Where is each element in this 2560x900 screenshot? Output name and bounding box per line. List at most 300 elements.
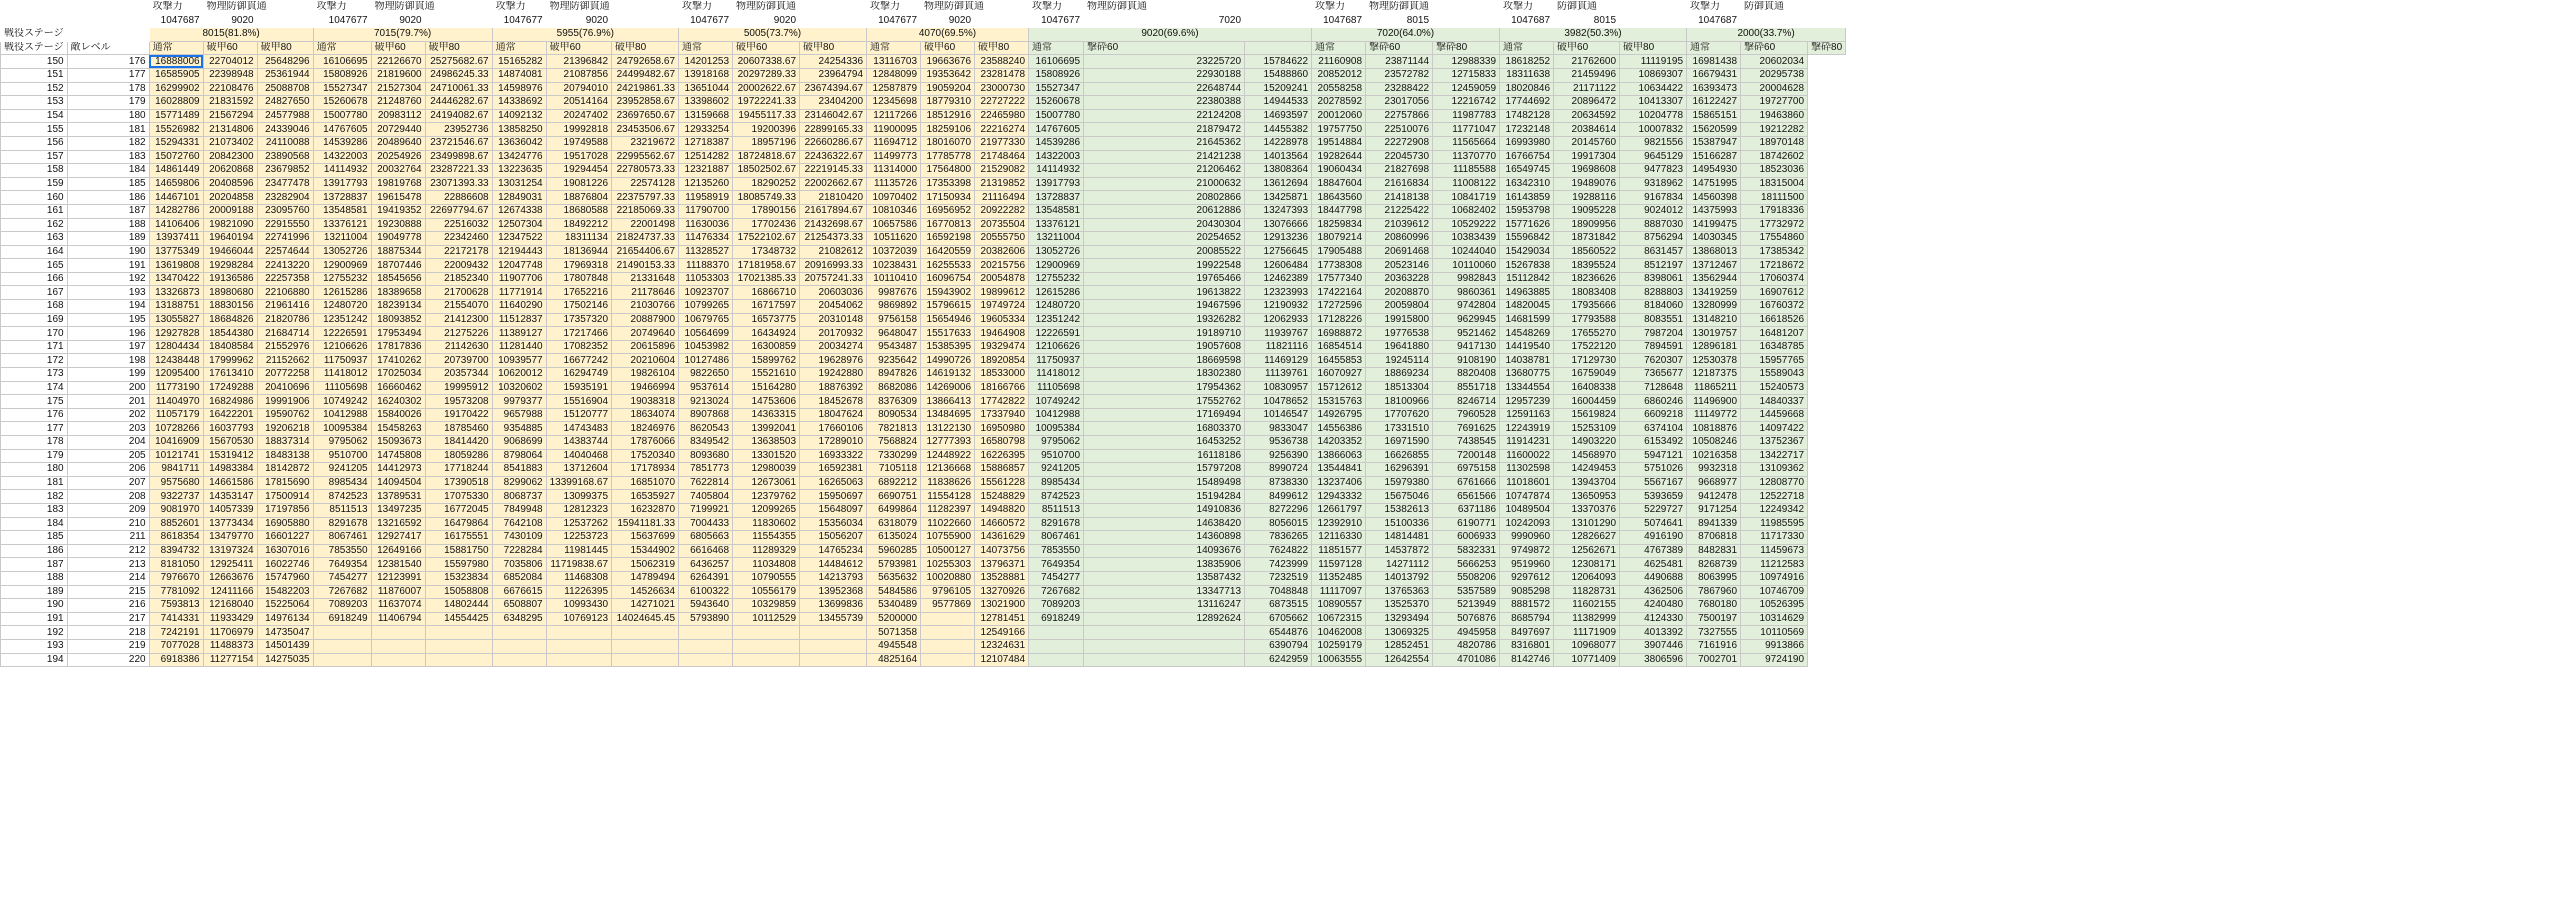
damage-cell[interactable]: 10216358 [1687, 449, 1741, 463]
col-header-armor60[interactable]: 破甲60 [203, 41, 257, 55]
damage-cell[interactable]: 15194284 [1084, 490, 1245, 504]
damage-cell[interactable]: 24827650 [257, 96, 313, 110]
damage-cell[interactable]: 11985595 [1741, 517, 1808, 531]
damage-cell[interactable]: 12448922 [921, 449, 975, 463]
damage-cell[interactable]: 16232870 [612, 503, 679, 517]
atk-value[interactable]: 1047677 [313, 14, 371, 28]
damage-cell[interactable]: 21490153.33 [612, 259, 679, 273]
damage-cell[interactable]: 5635632 [867, 571, 921, 585]
damage-cell[interactable]: 14412973 [371, 463, 425, 477]
damage-cell[interactable]: 19663676 [921, 55, 975, 69]
damage-cell[interactable]: 12980039 [733, 463, 800, 477]
col-header-crit60[interactable]: 撃砕60 [1741, 41, 1808, 55]
damage-cell[interactable]: 13528881 [975, 571, 1029, 585]
damage-cell[interactable]: 23679852 [257, 164, 313, 178]
damage-cell[interactable]: 11057179 [149, 408, 203, 422]
damage-cell[interactable]: 11382999 [1554, 612, 1620, 626]
damage-cell[interactable]: 19821090 [203, 218, 257, 232]
damage-cell[interactable]: 17793588 [1554, 313, 1620, 327]
damage-cell[interactable]: 16106695 [1029, 55, 1084, 69]
damage-cell[interactable]: 21700628 [425, 286, 492, 300]
stage-cell[interactable]: 155 [1, 123, 68, 137]
damage-cell[interactable]: 23697650.67 [612, 109, 679, 123]
damage-cell[interactable]: 23000730 [975, 82, 1029, 96]
damage-cell[interactable]: 7128648 [1620, 381, 1687, 395]
damage-cell[interactable]: 11828731 [1554, 585, 1620, 599]
damage-cell[interactable]: 10372039 [867, 245, 921, 259]
damage-cell[interactable]: 20297289.33 [733, 68, 800, 82]
damage-cell[interactable]: 11876007 [371, 585, 425, 599]
damage-cell[interactable]: 13638503 [733, 436, 800, 450]
damage-cell[interactable]: 14040468 [546, 449, 611, 463]
damage-cell[interactable]: 15747960 [257, 571, 313, 585]
damage-cell[interactable]: 15979380 [1366, 476, 1433, 490]
damage-cell[interactable]: 24577988 [257, 109, 313, 123]
damage-cell[interactable]: 14745808 [371, 449, 425, 463]
damage-cell[interactable]: 12136668 [921, 463, 975, 477]
damage-cell[interactable]: 20215756 [975, 259, 1029, 273]
damage-cell[interactable]: 18560522 [1554, 245, 1620, 259]
damage-cell[interactable]: 18389658 [371, 286, 425, 300]
damage-cell[interactable]: 8512197 [1620, 259, 1687, 273]
damage-cell[interactable]: 17744692 [1500, 96, 1554, 110]
damage-cell[interactable]: 11282397 [921, 503, 975, 517]
damage-cell[interactable]: 22124208 [1084, 109, 1245, 123]
empty-cell[interactable] [1, 14, 150, 28]
damage-cell[interactable]: 4625481 [1620, 558, 1687, 572]
damage-cell[interactable]: 12925411 [203, 558, 257, 572]
damage-cell[interactable]: 13376121 [1029, 218, 1084, 232]
damage-cell[interactable]: 13099375 [546, 490, 611, 504]
damage-cell[interactable]: 14681599 [1500, 313, 1554, 327]
damage-cell[interactable]: 11459673 [1741, 544, 1808, 558]
damage-cell[interactable]: 8068737 [492, 490, 546, 504]
damage-cell[interactable]: 13293494 [1366, 612, 1433, 626]
damage-cell[interactable]: 14802444 [425, 599, 492, 613]
damage-cell[interactable]: 4701086 [1433, 653, 1500, 667]
enemy-level-cell[interactable]: 188 [67, 218, 149, 232]
damage-cell[interactable]: 23146042.67 [800, 109, 867, 123]
damage-cell[interactable]: 10810346 [867, 204, 921, 218]
damage-cell[interactable]: 16772045 [425, 503, 492, 517]
damage-cell[interactable]: 9990960 [1500, 531, 1554, 545]
damage-cell[interactable]: 7267682 [313, 585, 371, 599]
damage-cell[interactable]: 15620599 [1687, 123, 1741, 137]
damage-cell[interactable]: 22216274 [975, 123, 1029, 137]
damage-cell[interactable]: 10007832 [1620, 123, 1687, 137]
damage-cell[interactable]: 18680588 [546, 204, 611, 218]
damage-cell[interactable]: 6508807 [492, 599, 546, 613]
damage-cell[interactable]: 7853550 [1029, 544, 1084, 558]
damage-cell[interactable]: 22045730 [1366, 150, 1433, 164]
damage-cell[interactable]: 12957239 [1500, 395, 1554, 409]
damage-cell[interactable]: 13422717 [1741, 449, 1808, 463]
damage-cell[interactable]: 15589043 [1741, 368, 1808, 382]
damage-cell[interactable]: 19922548 [1084, 259, 1245, 273]
enemy-level-cell[interactable]: 215 [67, 585, 149, 599]
damage-cell[interactable] [546, 653, 611, 667]
damage-cell[interactable]: 12064093 [1554, 571, 1620, 585]
damage-cell[interactable] [546, 639, 611, 653]
damage-cell[interactable]: 20310148 [800, 313, 867, 327]
damage-cell[interactable]: 15062319 [612, 558, 679, 572]
damage-cell[interactable]: 15881750 [425, 544, 492, 558]
damage-cell[interactable]: 14526634 [612, 585, 679, 599]
damage-cell[interactable]: 15865151 [1687, 109, 1741, 123]
damage-cell[interactable]: 14814481 [1366, 531, 1433, 545]
damage-cell[interactable]: 7242191 [149, 626, 203, 640]
damage-cell[interactable]: 7048848 [1245, 585, 1312, 599]
damage-cell[interactable]: 8067461 [1029, 531, 1084, 545]
damage-cell[interactable]: 13952368 [800, 585, 867, 599]
damage-cell[interactable]: 10244040 [1433, 245, 1500, 259]
damage-cell[interactable]: 24194082.67 [425, 109, 492, 123]
damage-cell[interactable]: 5357589 [1433, 585, 1500, 599]
damage-cell[interactable]: 12615286 [1029, 286, 1084, 300]
damage-cell[interactable]: 10508246 [1687, 436, 1741, 450]
stage-cell[interactable]: 170 [1, 327, 68, 341]
damage-cell[interactable]: 13122130 [921, 422, 975, 436]
damage-cell[interactable]: 21827698 [1366, 164, 1433, 178]
damage-cell[interactable]: 8093680 [679, 449, 733, 463]
damage-cell[interactable]: 14743483 [546, 422, 611, 436]
damage-cell[interactable] [371, 653, 425, 667]
damage-cell[interactable]: 14954930 [1687, 164, 1741, 178]
damage-cell[interactable]: 18837314 [257, 436, 313, 450]
damage-cell[interactable]: 16933322 [800, 449, 867, 463]
damage-cell[interactable]: 16408338 [1554, 381, 1620, 395]
damage-cell[interactable]: 15165282 [492, 55, 546, 69]
damage-cell[interactable]: 17422164 [1312, 286, 1366, 300]
damage-cell[interactable]: 8184060 [1620, 300, 1687, 314]
damage-cell[interactable]: 12615286 [313, 286, 371, 300]
damage-cell[interactable]: 23282904 [257, 191, 313, 205]
damage-cell[interactable]: 21418138 [1366, 191, 1433, 205]
damage-cell[interactable]: 13270926 [975, 585, 1029, 599]
damage-cell[interactable]: 18909956 [1554, 218, 1620, 232]
damage-cell[interactable]: 24792658.67 [612, 55, 679, 69]
damage-cell[interactable]: 9543487 [867, 340, 921, 354]
damage-cell[interactable]: 15797208 [1084, 463, 1245, 477]
damage-cell[interactable]: 22342460 [425, 232, 492, 246]
damage-cell[interactable]: 15093673 [371, 436, 425, 450]
damage-cell[interactable]: 13619808 [149, 259, 203, 273]
damage-cell[interactable]: 20085522 [1084, 245, 1245, 259]
damage-cell[interactable]: 23287221.33 [425, 164, 492, 178]
damage-cell[interactable]: 11139761 [1245, 368, 1312, 382]
damage-cell[interactable]: 6006933 [1433, 531, 1500, 545]
damage-cell[interactable]: 13858250 [492, 123, 546, 137]
damage-cell[interactable]: 10749242 [1029, 395, 1084, 409]
damage-cell[interactable]: 22899165.33 [800, 123, 867, 137]
atk-value[interactable]: 1047677 [1029, 14, 1084, 28]
damage-cell[interactable]: 12116330 [1312, 531, 1366, 545]
damage-cell[interactable]: 19282644 [1312, 150, 1366, 164]
enemy-level-cell[interactable]: 195 [67, 313, 149, 327]
damage-cell[interactable]: 13548581 [1029, 204, 1084, 218]
enemy-level-cell[interactable]: 202 [67, 408, 149, 422]
damage-cell[interactable]: 20735504 [975, 218, 1029, 232]
col-header-armor60[interactable]: 破甲60 [1554, 41, 1620, 55]
empty-cell[interactable] [257, 14, 313, 28]
stage-cell[interactable]: 153 [1, 96, 68, 110]
damage-cell[interactable]: 17918336 [1741, 204, 1808, 218]
damage-cell[interactable]: 19991906 [257, 395, 313, 409]
damage-cell[interactable]: 18779310 [921, 96, 975, 110]
damage-cell[interactable]: 17905488 [1312, 245, 1366, 259]
damage-cell[interactable]: 22413220 [257, 259, 313, 273]
damage-cell[interactable]: 18724818.67 [733, 150, 800, 164]
damage-cell[interactable]: 13917793 [1029, 177, 1084, 191]
enemy-level-cell[interactable]: 197 [67, 340, 149, 354]
damage-cell[interactable]: 19819768 [371, 177, 425, 191]
damage-cell[interactable]: 13055827 [149, 313, 203, 327]
damage-cell[interactable]: 12459059 [1433, 82, 1500, 96]
damage-cell[interactable]: 8268739 [1687, 558, 1741, 572]
damage-cell[interactable]: 11958919 [679, 191, 733, 205]
damage-cell[interactable]: 9724190 [1741, 653, 1808, 667]
stage-cell[interactable]: 179 [1, 449, 68, 463]
damage-cell[interactable]: 21567294 [203, 109, 257, 123]
damage-cell[interactable]: 14360898 [1084, 531, 1245, 545]
damage-cell[interactable]: 10259179 [1312, 639, 1366, 653]
damage-cell[interactable]: 17353398 [921, 177, 975, 191]
damage-cell[interactable]: 24110088 [257, 136, 313, 150]
col-header-crit80[interactable]: 撃砕80 [1808, 41, 1846, 55]
damage-cell[interactable]: 14073756 [975, 544, 1029, 558]
damage-cell[interactable]: 23071393.33 [425, 177, 492, 191]
damage-cell[interactable]: 22009432 [425, 259, 492, 273]
damage-cell[interactable]: 4945548 [867, 639, 921, 653]
damage-cell[interactable]: 20254652 [1084, 232, 1245, 246]
damage-cell[interactable]: 21748464 [975, 150, 1029, 164]
damage-cell[interactable]: 12943332 [1312, 490, 1366, 504]
damage-cell[interactable]: 11907706 [492, 272, 546, 286]
damage-cell[interactable]: 10769123 [546, 612, 611, 626]
damage-cell[interactable]: 9987676 [867, 286, 921, 300]
damage-cell[interactable]: 10453982 [679, 340, 733, 354]
damage-cell[interactable]: 11352485 [1312, 571, 1366, 585]
damage-cell[interactable]: 20852012 [1312, 68, 1366, 82]
damage-cell[interactable]: 4945958 [1433, 626, 1500, 640]
damage-cell[interactable]: 15648097 [800, 503, 867, 517]
enemy-level-cell[interactable]: 177 [67, 68, 149, 82]
damage-cell[interactable]: 20860996 [1366, 232, 1433, 246]
pct-value[interactable]: 7015(79.7%) [313, 28, 492, 42]
damage-cell[interactable] [679, 639, 733, 653]
damage-cell[interactable]: 20410696 [257, 381, 313, 395]
damage-cell[interactable]: 20896472 [1554, 96, 1620, 110]
damage-cell[interactable]: 23890568 [257, 150, 313, 164]
damage-cell[interactable]: 15253109 [1554, 422, 1620, 436]
damage-cell[interactable]: 9521462 [1433, 327, 1500, 341]
damage-cell[interactable]: 13101290 [1554, 517, 1620, 531]
damage-cell[interactable]: 17738308 [1312, 259, 1366, 273]
damage-cell[interactable]: 11117097 [1312, 585, 1366, 599]
damage-cell[interactable]: 12756645 [1245, 245, 1312, 259]
damage-cell[interactable]: 16866710 [733, 286, 800, 300]
damage-cell[interactable]: 14322003 [313, 150, 371, 164]
damage-cell[interactable]: 12808770 [1741, 476, 1808, 490]
damage-cell[interactable]: 15458263 [371, 422, 425, 436]
damage-cell[interactable]: 9537614 [679, 381, 733, 395]
stage-cell[interactable]: 171 [1, 340, 68, 354]
damage-cell[interactable]: 11226395 [546, 585, 611, 599]
damage-cell[interactable] [1029, 653, 1084, 667]
damage-cell[interactable]: 16455853 [1312, 354, 1366, 368]
damage-cell[interactable]: 13344554 [1500, 381, 1554, 395]
damage-cell[interactable]: 19455117.33 [733, 109, 800, 123]
damage-cell[interactable]: 11302598 [1500, 463, 1554, 477]
damage-cell[interactable] [679, 626, 733, 640]
damage-cell[interactable]: 16601227 [257, 531, 313, 545]
damage-cell[interactable]: 14661586 [203, 476, 257, 490]
damage-cell[interactable]: 18447798 [1312, 204, 1366, 218]
damage-cell[interactable]: 8499612 [1245, 490, 1312, 504]
damage-cell[interactable]: 9108190 [1433, 354, 1500, 368]
enemy-level-cell[interactable]: 201 [67, 395, 149, 409]
damage-cell[interactable]: 12379762 [733, 490, 800, 504]
damage-cell[interactable]: 13712604 [546, 463, 611, 477]
damage-cell[interactable]: 11034808 [733, 558, 800, 572]
damage-cell[interactable]: 16118186 [1084, 449, 1245, 463]
damage-cell[interactable]: 17890156 [733, 204, 800, 218]
damage-cell[interactable]: 14322003 [1029, 150, 1084, 164]
damage-cell[interactable]: 6264391 [679, 571, 733, 585]
damage-cell[interactable]: 17249288 [203, 381, 257, 395]
damage-cell[interactable]: 15100336 [1366, 517, 1433, 531]
damage-cell[interactable]: 10939577 [492, 354, 546, 368]
damage-cell[interactable]: 12900969 [1029, 259, 1084, 273]
damage-cell[interactable]: 18408584 [203, 340, 257, 354]
damage-cell[interactable]: 21142630 [425, 340, 492, 354]
enemy-level-cell[interactable]: 181 [67, 123, 149, 137]
enemy-level-cell[interactable]: 211 [67, 531, 149, 545]
damage-cell[interactable]: 13497235 [371, 503, 425, 517]
damage-cell[interactable]: 15796615 [921, 300, 975, 314]
stage-cell[interactable]: 175 [1, 395, 68, 409]
damage-cell[interactable]: 13525370 [1366, 599, 1433, 613]
damage-cell[interactable]: 13587432 [1084, 571, 1245, 585]
damage-cell[interactable]: 8985434 [1029, 476, 1084, 490]
damage-cell[interactable]: 12324631 [975, 639, 1029, 653]
damage-cell[interactable]: 7077028 [149, 639, 203, 653]
damage-cell[interactable]: 13917793 [313, 177, 371, 191]
damage-cell[interactable]: 22930188 [1084, 68, 1245, 82]
damage-cell[interactable]: 13728837 [313, 191, 371, 205]
damage-cell[interactable]: 12781451 [975, 612, 1029, 626]
damage-cell[interactable]: 5832331 [1433, 544, 1500, 558]
damage-cell[interactable]: 21617894.67 [800, 204, 867, 218]
damage-cell[interactable]: 15385395 [921, 340, 975, 354]
damage-cell[interactable]: 9742804 [1433, 300, 1500, 314]
damage-cell[interactable]: 15344902 [612, 544, 679, 558]
stage-cell[interactable]: 161 [1, 204, 68, 218]
damage-cell[interactable]: 10320602 [492, 381, 546, 395]
damage-cell[interactable]: 19573208 [425, 395, 492, 409]
damage-cell[interactable]: 14539286 [313, 136, 371, 150]
damage-cell[interactable]: 12673061 [733, 476, 800, 490]
damage-cell[interactable]: 13159668 [679, 109, 733, 123]
damage-cell[interactable]: 9629945 [1433, 313, 1500, 327]
damage-cell[interactable]: 21527304 [371, 82, 425, 96]
enemy-level-cell[interactable]: 183 [67, 150, 149, 164]
damage-cell[interactable]: 7438545 [1433, 436, 1500, 450]
damage-cell[interactable]: 22780573.33 [612, 164, 679, 178]
damage-cell[interactable]: 13019757 [1687, 327, 1741, 341]
col-header-normal[interactable]: 通常 [149, 41, 203, 55]
damage-cell[interactable]: 6318079 [867, 517, 921, 531]
stage-cell[interactable]: 160 [1, 191, 68, 205]
damage-cell[interactable]: 14013564 [1245, 150, 1312, 164]
damage-cell[interactable]: 13247393 [1245, 204, 1312, 218]
enemy-level-cell[interactable]: 176 [67, 55, 149, 69]
damage-cell[interactable]: 21554070 [425, 300, 492, 314]
damage-cell[interactable]: 16759049 [1554, 368, 1620, 382]
damage-cell[interactable]: 21820786 [257, 313, 313, 327]
damage-cell[interactable]: 21684714 [257, 327, 313, 341]
damage-cell[interactable] [313, 653, 371, 667]
damage-cell[interactable]: 7836265 [1245, 531, 1312, 545]
damage-cell[interactable]: 14363315 [733, 408, 800, 422]
damage-cell[interactable]: 21116494 [975, 191, 1029, 205]
damage-cell[interactable]: 12587879 [867, 82, 921, 96]
damage-cell[interactable]: 11418012 [313, 368, 371, 382]
damage-cell[interactable]: 19049778 [371, 232, 425, 246]
damage-cell[interactable]: 16143859 [1500, 191, 1554, 205]
damage-cell[interactable]: 19466044 [203, 245, 257, 259]
damage-cell[interactable]: 12537262 [546, 517, 611, 531]
damage-cell[interactable]: 14093676 [1084, 544, 1245, 558]
damage-cell[interactable]: 18414420 [425, 436, 492, 450]
damage-cell[interactable]: 8511513 [313, 503, 371, 517]
damage-cell[interactable]: 20772258 [257, 368, 313, 382]
damage-cell[interactable]: 13419259 [1687, 286, 1741, 300]
damage-cell[interactable]: 7454277 [1029, 571, 1084, 585]
damage-cell[interactable]: 23225720 [1084, 55, 1245, 69]
damage-cell[interactable]: 8181050 [149, 558, 203, 572]
stage-cell[interactable]: 165 [1, 259, 68, 273]
damage-cell[interactable]: 10383439 [1433, 232, 1500, 246]
enemy-level-cell[interactable]: 214 [67, 571, 149, 585]
damage-cell[interactable]: 5200000 [867, 612, 921, 626]
damage-cell[interactable]: 21030766 [612, 300, 679, 314]
damage-cell[interactable]: 14275035 [257, 653, 313, 667]
damage-cell[interactable]: 18618252 [1500, 55, 1554, 69]
damage-cell[interactable]: 16342310 [1500, 177, 1554, 191]
damage-cell[interactable]: 17953494 [371, 327, 425, 341]
damage-cell[interactable]: 18079214 [1312, 232, 1366, 246]
damage-cell[interactable]: 23453506.67 [612, 123, 679, 137]
damage-cell[interactable]: 25275682.67 [425, 55, 492, 69]
damage-cell[interactable] [1029, 626, 1084, 640]
damage-cell[interactable]: 7199921 [679, 503, 733, 517]
empty-cell[interactable] [425, 14, 492, 28]
damage-cell[interactable]: 10974916 [1741, 571, 1808, 585]
damage-cell[interactable]: 12718387 [679, 136, 733, 150]
damage-cell[interactable] [425, 653, 492, 667]
damage-cell[interactable]: 10127486 [679, 354, 733, 368]
damage-cell[interactable]: 14789494 [612, 571, 679, 585]
damage-cell[interactable]: 21206462 [1084, 164, 1245, 178]
damage-cell[interactable]: 20489640 [371, 136, 425, 150]
damage-cell[interactable]: 9869892 [867, 300, 921, 314]
damage-cell[interactable]: 11865211 [1687, 381, 1741, 395]
damage-cell[interactable]: 7894591 [1620, 340, 1687, 354]
damage-cell[interactable]: 23572782 [1366, 68, 1433, 82]
damage-cell[interactable]: 15771626 [1500, 218, 1554, 232]
damage-cell[interactable]: 18920854 [975, 354, 1029, 368]
